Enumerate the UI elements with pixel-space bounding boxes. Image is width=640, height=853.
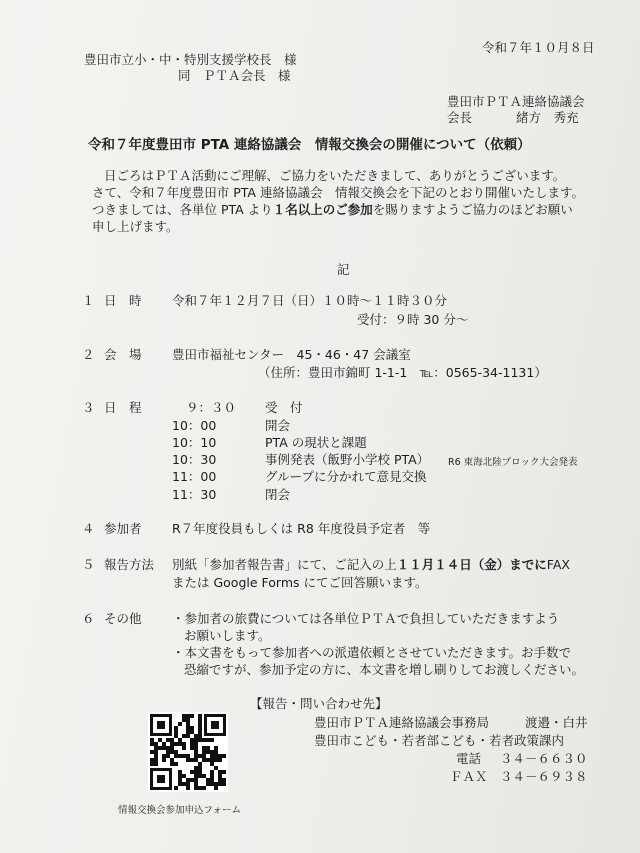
item-5-line-1: 別紙「参加者報告書」にて、ご記入の上１１月１４日（金）までにFAX [172,557,570,572]
document-title: 令和７年度豊田市 PTA 連絡協議会 情報交換会の開催について（依頼） [88,137,531,153]
contact-dept: 豊田市こども・若者部こども・若者政策課内 [314,733,565,748]
addressee-2: 同 ＰＴＡ会長 様 [178,68,291,83]
item-6-line-2: お願いします。 [184,628,271,643]
item-6-label: その他 [104,611,142,626]
sender-name: 緒方 秀充 [516,110,579,125]
item-6-line-4: 恐縮ですが、参加予定の方に、本文書を増し刷りしてお渡しください。 [184,662,585,677]
item-5-number: ５ [82,557,95,572]
qr-module [202,786,206,790]
qr-module [162,758,166,762]
qr-module [210,738,214,742]
item-2-number: ２ [82,347,95,362]
schedule-desc: 閉会 [265,487,291,502]
schedule-time: ９：３０ [186,400,237,415]
intro-line-2: さて、令和７年度豊田市 PTA 連絡協議会 情報交換会を下記のとおり開催いたします。 [92,185,584,200]
schedule-desc: PTA の現状と課題 [265,435,367,450]
schedule-time: 11：30 [172,487,217,502]
item-4-participants: R７年度役員もしくは R8 年度役員予定者 等 [172,521,431,536]
qr-module [174,786,178,790]
ki-heading: 記 [337,262,350,277]
item-5-line-2: または Google Forms にてご回答願います。 [172,575,428,590]
schedule-desc: 受 付 [265,400,303,415]
qr-module [222,754,226,758]
schedule-desc: グループに分かれて意見交換 [265,469,427,484]
contact-tel-label: 電話 [456,751,482,766]
qr-module [186,786,190,790]
qr-finder-pattern [150,714,172,736]
item-2-venue: 豊田市福祉センター 45・46・47 会議室 [172,347,411,362]
contact-heading: 【報告・問い合わせ先】 [250,696,388,711]
qr-module [222,770,226,774]
item-2-address: （住所：豊田市錦町 1-1-1 ℡：0565-34-1131） [258,365,547,380]
item-1-label: 日 時 [104,293,142,308]
qr-module [178,722,182,726]
qr-finder-pattern [204,714,226,736]
schedule-time: 10：00 [172,418,217,433]
contact-fax-label: ＦＡＸ [450,769,488,784]
qr-module [222,782,226,786]
qr-finder-pattern [150,768,172,790]
item-6-line-1: ・参加者の旅費については各単位ＰＴＡで負担していただきますよう [172,611,560,626]
schedule-note: R6 東海北陸ブロック大会発表 [448,457,578,468]
item-2-label: 会 場 [104,347,142,362]
qr-module [218,758,222,762]
sender-org: 豊田市ＰＴＡ連絡協議会 [447,94,585,109]
qr-module [174,762,178,766]
intro-line-4: 申し上げます。 [92,219,179,234]
deadline-emphasis: １１月１４日（金）までに [396,557,547,572]
sender-role: 会長 [447,110,473,125]
intro-emphasis: １名以上のご参加 [272,202,373,217]
contact-office: 豊田市ＰＴＡ連絡協議会事務局 [314,715,490,730]
item-6-line-3: ・本文書をもって参加者への派遣依頼とさせていただきます。お手数で [172,645,572,660]
contact-persons: 渡邉・白井 [525,715,588,730]
item-5-label: 報告方法 [104,557,155,572]
contact-fax: ３４－６９３８ [500,769,588,784]
item-3-number: ３ [82,400,95,415]
schedule-time: 11：00 [172,469,217,484]
qr-module [154,762,158,766]
qr-module [182,746,186,750]
item-4-label: 参加者 [104,521,142,536]
schedule-desc: 開会 [265,418,291,433]
item-1-datetime: 令和７年１２月７日（日）１０時～１１時３０分 [172,293,448,308]
schedule-desc: 事例発表（飯野小学校 PTA） [265,452,430,467]
intro-line-1: 日ごろはＰＴＡ活動にご理解、ご協力をいただきまして、ありがとうございます。 [104,168,566,183]
addressee-1: 豊田市立小・中・特別支援学校長 様 [84,52,297,67]
contact-tel: ３４－６６３０ [500,751,588,766]
item-6-number: ６ [82,611,95,626]
item-1-reception: 受付：９時 30 分～ [357,312,469,327]
qr-module [190,714,194,718]
qr-module [214,786,218,790]
item-4-number: ４ [82,521,95,536]
schedule-time: 10：10 [172,435,217,450]
qr-code-icon[interactable] [148,712,228,792]
date: 令和７年１０月８日 [482,40,595,55]
item-3-label: 日 程 [104,400,142,415]
schedule-time: 10：30 [172,452,217,467]
intro-line-3: つきましては、各単位 PTA より１名以上のご参加を賜りますようご協力のほどお願い [92,202,573,217]
item-1-number: １ [82,293,95,308]
qr-caption: 情報交換会参加申込フォーム [118,805,242,816]
